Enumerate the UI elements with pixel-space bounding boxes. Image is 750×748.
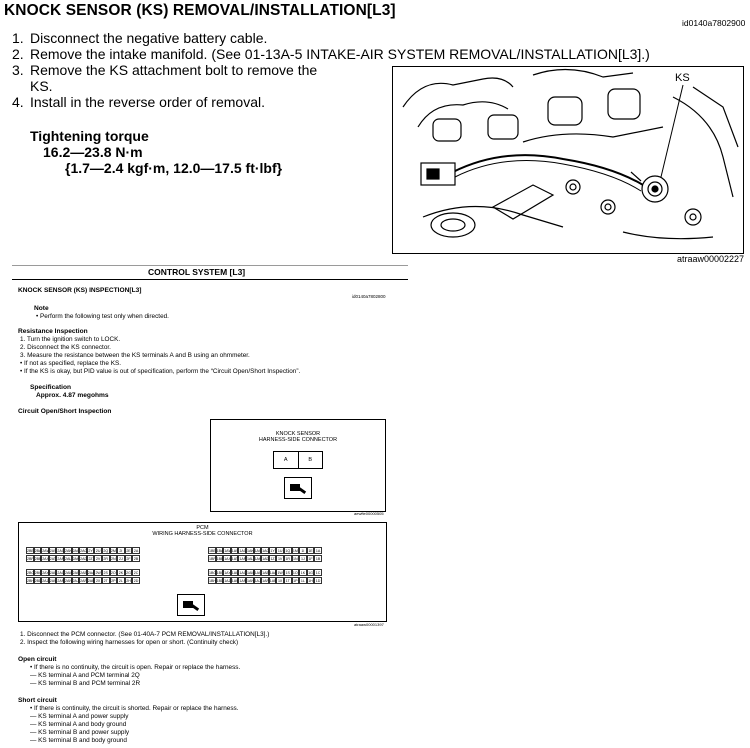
pcm-pin: 2F: [126, 557, 131, 561]
pcm-pin: 2N: [111, 557, 116, 561]
pin-row: [208, 577, 322, 584]
pcm-pin: 2E: [126, 549, 131, 553]
pcm-pin: 1AA: [269, 571, 277, 575]
pcm-pin: 1AZ: [224, 579, 231, 583]
pcm-pin: 1M: [292, 549, 298, 553]
pcm-pin: 2AJ: [72, 579, 79, 583]
pcm-connector-2: [26, 547, 184, 587]
ks-connector-subtitle: HARNESS-SIDE CONNECTOR: [258, 437, 338, 443]
pcm-pin: 1K: [300, 571, 306, 575]
pcm-pin: 1Q: [285, 549, 291, 553]
connector-icon: [177, 594, 205, 616]
pcm-pin: 2O: [110, 571, 116, 575]
resistance-step: 2. Disconnect the KS connector.: [20, 344, 111, 351]
header-rule: [12, 279, 408, 280]
resistance-step: 3. Measure the resistance between the KS terminals A and B using an ohmmeter.: [20, 352, 250, 359]
pin-row: [208, 547, 322, 554]
pcm-pin: 2S: [103, 571, 108, 575]
pcm-pin: 2X: [95, 579, 101, 583]
pcm-pin: 1AP: [239, 557, 247, 561]
pcm-pin: 1BA: [216, 549, 224, 553]
pcm-pin: 2J: [119, 557, 123, 561]
pcm-pin: 2A: [133, 549, 139, 553]
pcm-pin: 1T: [285, 579, 290, 583]
pcm-pin: 1AQ: [239, 571, 247, 575]
pcm-pin: 1AX: [224, 557, 231, 561]
pcm-pin: 1AM: [246, 571, 255, 575]
pcm-pin: 2AN: [64, 579, 72, 583]
torque-nm: 16.2—23.8 N·m: [43, 144, 143, 160]
pcm-pin: 2D: [133, 579, 139, 583]
short-circuit-line: — KS terminal B and power supply: [30, 729, 130, 736]
short-circuit-line: • If there is continuity, the circuit is shorted. Repair or replace the harness.: [30, 705, 239, 712]
ks-connector-diagram: [210, 419, 386, 512]
inspection-title: KNOCK SENSOR (KS) INSPECTION[L3]: [18, 287, 142, 294]
pcm-pin: 2T: [103, 579, 108, 583]
pin-row: [26, 547, 140, 554]
pcm-pin: 2BF: [27, 557, 34, 561]
pcm-pin: 1AW: [224, 549, 232, 553]
ks-location-figure: [392, 66, 744, 254]
pcm-pin: 2Y: [88, 549, 93, 553]
pcm-pin: 1U: [277, 549, 283, 553]
pcm-pin: 1L: [300, 579, 305, 583]
spec-value: Approx. 4.87 megohms: [36, 392, 109, 399]
pcm-pin: 1AE: [262, 571, 269, 575]
pcm-pin: 2H: [126, 579, 131, 583]
pcm-pin: 2BG: [27, 571, 35, 575]
pcm-pin: 1F: [308, 557, 313, 561]
open-circuit-line: — KS terminal A and PCM terminal 2Q: [30, 672, 140, 679]
pcm-pin: 1W: [277, 571, 283, 575]
document-id: id0140a7802900: [682, 18, 746, 28]
ks-figure-id: aewfte00000505: [354, 511, 384, 516]
resistance-step: 1. Turn the ignition switch to LOCK.: [20, 336, 121, 343]
pcm-step: 2. Inspect the following wiring harnesses for open or short. (Continuity check): [20, 639, 239, 646]
pcm-pin: 2BA: [34, 549, 42, 553]
pcm-pin: 2U: [95, 549, 101, 553]
pcm-pin: 2AW: [42, 549, 50, 553]
pcm-pin: 1AG: [254, 549, 262, 553]
pcm-pin: 2AO: [57, 549, 65, 553]
pcm-pin: 1E: [308, 549, 313, 553]
pcm-pin: 1AJ: [254, 579, 261, 583]
terminal-b: B: [308, 457, 313, 463]
note-text: • Perform the following test only when directed.: [36, 313, 169, 320]
pcm-pin: 2BH: [27, 579, 34, 583]
torque-label: Tightening torque: [30, 128, 149, 144]
ks-callout: KS: [675, 72, 690, 84]
pcm-pin: 1Y: [270, 549, 275, 553]
pcm-pin: 2BD: [34, 579, 42, 583]
pcm-pin: 2AQ: [57, 571, 65, 575]
pcm-pin: 2BB: [34, 557, 42, 561]
resistance-step: • If not as specified, replace the KS.: [20, 360, 121, 367]
pcm-pin: 2AF: [80, 579, 87, 583]
ks-connector-face: [273, 451, 323, 469]
pcm-pin: 2M: [110, 549, 116, 553]
pcm-pin: 2C: [133, 571, 139, 575]
pcm-pin: 1AF: [262, 579, 269, 583]
pcm-pin: 1AT: [231, 557, 239, 561]
pcm-pin: 1AO: [239, 549, 247, 553]
pcm-pin: 1AI: [254, 571, 261, 575]
torque-alt: {1.7—2.4 kgf·m, 12.0—17.5 ft·lbf}: [65, 160, 283, 176]
pcm-pin: 2AY: [42, 571, 49, 575]
open-circuit-title: Open circuit: [18, 656, 57, 663]
pcm-pin: 1S: [285, 571, 290, 575]
pcm-pin: 2AV: [49, 579, 57, 583]
pcm-title: PCM: [196, 525, 209, 531]
pcm-subtitle: WIRING HARNESS-SIDE CONNECTOR: [152, 531, 253, 537]
pcm-pin: 2L: [118, 579, 123, 583]
pcm-pin: 2AP: [57, 557, 65, 561]
section-header: CONTROL SYSTEM [L3]: [148, 267, 246, 277]
pcm-pin: 2AK: [64, 549, 72, 553]
pcm-pin: 1A: [315, 549, 321, 553]
pcm-pin: 2Z: [88, 557, 93, 561]
pcm-pin: 1AU: [231, 571, 239, 575]
pcm-pin: 1AB: [269, 579, 277, 583]
pcm-pin: 1AN: [246, 579, 254, 583]
pcm-pin: 1O: [292, 571, 298, 575]
pcm-pin: 2AA: [87, 571, 95, 575]
pcm-pin: 1AL: [246, 557, 254, 561]
resistance-step: • If the KS is okay, but PID value is out of specification, perform the “Circuit Open/Short Inspection”.: [20, 368, 301, 375]
pcm-pin: 1AH: [254, 557, 262, 561]
ks-connector-title: KNOCK SENSOR: [275, 431, 321, 437]
pcm-pin: 2B: [133, 557, 139, 561]
open-circuit-line: — KS terminal B and PCM terminal 2R: [30, 680, 141, 687]
pin-row: [26, 569, 140, 576]
pcm-pin: 1I: [299, 547, 307, 554]
pcm-pin: 2AH: [72, 557, 80, 561]
pcm-pin: 2AL: [64, 557, 72, 561]
page-title: KNOCK SENSOR (KS) REMOVAL/INSTALLATION[L3]: [4, 2, 396, 19]
pcm-pin: 1BD: [216, 579, 224, 583]
pcm-pin: 2AI: [72, 571, 79, 575]
pcm-pin: 1BF: [209, 557, 216, 561]
pcm-pin: 2AD: [80, 557, 88, 561]
pcm-pin: 1Z: [270, 557, 275, 561]
connector-icon: [284, 477, 312, 499]
pcm-pin: 1AC: [262, 549, 270, 553]
circuit-title: Circuit Open/Short Inspection: [18, 408, 112, 415]
engine-illustration: [393, 67, 743, 253]
pcm-connector-diagram: [18, 522, 387, 622]
spec-title: Specification: [30, 384, 72, 391]
pin-row: [208, 555, 322, 562]
pcm-pin: 1J: [301, 557, 305, 561]
pcm-connector-1: [208, 547, 378, 587]
removal-step-2: 2. Remove the intake manifold. (See 01-13A-5 INTAKE-AIR SYSTEM REMOVAL/INSTALLATION[L3].): [12, 46, 650, 62]
pcm-pin: 1BB: [216, 557, 224, 561]
resistance-title: Resistance Inspection: [18, 328, 88, 335]
pcm-pin: 1B: [315, 557, 321, 561]
pcm-pin: 2AX: [42, 557, 49, 561]
pcm-pin: 1BH: [209, 579, 216, 583]
pcm-pin: 1AS: [231, 549, 239, 553]
pcm-pin: 2AC: [80, 549, 88, 553]
pcm-pin: 2P: [111, 579, 116, 583]
pcm-pin: 1V: [277, 557, 283, 561]
pcm-pin: 2AS: [49, 549, 57, 553]
pcm-pin: 2AE: [80, 571, 87, 575]
removal-step-1: 1. Disconnect the negative battery cable.: [12, 30, 268, 46]
pcm-pin: 1AR: [239, 579, 247, 583]
pcm-pin: 1AD: [262, 557, 270, 561]
short-circuit-line: — KS terminal A and body ground: [30, 721, 127, 728]
inspection-doc-id: id0140a7802800: [352, 294, 386, 299]
removal-step-3: 3. Remove the KS attachment bolt to remove the: [12, 62, 318, 78]
pcm-pin: 1R: [285, 557, 291, 561]
short-circuit-line: — KS terminal A and power supply: [30, 713, 129, 720]
pcm-pin: 2V: [95, 557, 101, 561]
pcm-pin: 2I: [117, 547, 125, 554]
open-circuit-line: • If there is no continuity, the circuit is open. Repair or replace the harness.: [30, 664, 241, 671]
removal-step-4: 4. Install in the reverse order of removal.: [12, 94, 265, 110]
note-title: Note: [34, 305, 49, 312]
pcm-pin: 2AB: [87, 579, 95, 583]
pcm-pin: 2R: [103, 557, 109, 561]
terminal-a: A: [274, 452, 299, 468]
pcm-pin: 1AY: [224, 571, 231, 575]
page-divider: [12, 265, 408, 266]
pcm-pin: 2AM: [64, 571, 73, 575]
removal-step-3-cont: KS.: [30, 78, 53, 94]
pcm-pin: 1AK: [246, 549, 254, 553]
pcm-pin: 1BG: [209, 571, 217, 575]
pcm-pin: 1BC: [216, 571, 224, 575]
pcm-pin: 1X: [277, 579, 283, 583]
pcm-pin: 2K: [118, 571, 124, 575]
pcm-step: 1. Disconnect the PCM connector. (See 01-40A-7 PCM REMOVAL/INSTALLATION[L3].): [20, 631, 270, 638]
pcm-pin: 2Q: [103, 549, 109, 553]
pcm-pin: 2G: [126, 571, 131, 575]
pcm-pin: 1P: [293, 579, 298, 583]
pcm-pin: 2AU: [49, 571, 57, 575]
pcm-pin: 2AR: [57, 579, 65, 583]
pcm-pin: 1AV: [231, 579, 239, 583]
pcm-pin: 2AT: [49, 557, 57, 561]
pcm-pin: 1H: [308, 579, 313, 583]
pcm-figure-id: atraaw00001397: [354, 622, 384, 627]
short-circuit-line: — KS terminal B and body ground: [30, 737, 127, 744]
pin-row: [208, 569, 322, 576]
pcm-pin: 2W: [95, 571, 101, 575]
pcm-pin: 1N: [293, 557, 298, 561]
pcm-pin: 2BC: [34, 571, 42, 575]
pcm-pin: 1D: [315, 579, 321, 583]
short-circuit-title: Short circuit: [18, 697, 57, 704]
pcm-pin: 1BE: [209, 549, 216, 553]
pcm-pin: 1C: [315, 571, 321, 575]
pcm-pin: 1G: [308, 571, 313, 575]
pcm-pin: 2AZ: [42, 579, 49, 583]
pcm-pin: 2AG: [72, 549, 80, 553]
pin-row: [26, 577, 140, 584]
figure-id: atraaw00002227: [677, 254, 745, 264]
pin-row: [26, 555, 140, 562]
pcm-pin: 2BE: [27, 549, 34, 553]
